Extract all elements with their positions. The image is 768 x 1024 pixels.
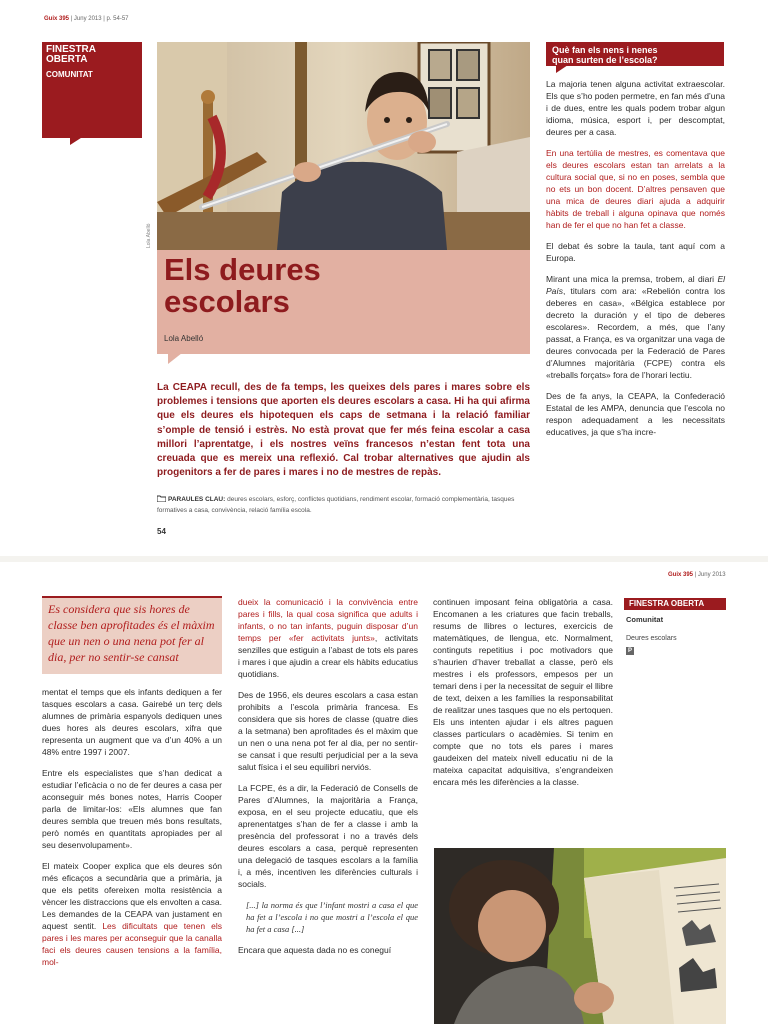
photo-credit: Lola Abelló <box>146 223 152 248</box>
reading-photo-illustration <box>434 848 726 1024</box>
keywords-label: PARAULES CLAU: <box>168 496 226 503</box>
article-title-line2: escolars <box>164 284 290 319</box>
body-paragraph: Des de 1956, els deures escolars a casa estan prohibits a l’escola primària francesa. Es considera que sis hores de classe (quatre dies a la setmana) ben aprofitades és el màxim que un nen o una nena pot fer al dia, per no sentir-se cansat i que resulti perjudicial per a la seva salut física i el seu equilibri nerviós. <box>238 690 418 772</box>
pull-quote: Es considera que sis hores de classe ben aprofitades és el màxim que un nen o una nena pot fer al dia, per no sentir-se cansat <box>42 596 222 674</box>
sidebar-title-line2: quan surten de l’escola? <box>552 55 658 65</box>
section-tab <box>42 42 142 138</box>
magazine-page-55 <box>0 562 768 1024</box>
running-header: Guix 395 | Juny 2013 <box>668 572 726 578</box>
keywords-list: deures escolars, esforç, conflictes quotidians, rendiment escolar, formació complementària, tasques formatives a casa, convivència, relació família escola. <box>157 496 515 514</box>
topic-label: Deures escolars <box>626 635 677 642</box>
photo-child-reading <box>434 848 726 1024</box>
section-subtitle: COMUNITAT <box>46 70 93 79</box>
body-paragraph: Entre els especialistes que s’han dedicat a estudiar l’eficàcia o no de fer deures a casa per aconseguir més bones notes, Harris Cooper parla de limitar-los: «Els alumnes que fan deures sembla que treuen més bons resultats, però només en quantitats apropiades per al seu desenvolupament». <box>42 768 222 850</box>
sidebar-tab-pointer <box>556 65 570 74</box>
body-paragraph: dueix la comunicació i la convivència entre pares i fills, la qual cosa significa que adults i infants, o no tan infants, puguin disposar d’un temps per «fer activitats junts», activitats senzilles que estiguin a l’abast de tots els pares i mares i que ajudin a crear els hàbits educatius quotidians. <box>238 597 418 679</box>
sidebar-paragraph: Des de fa anys, la CEAPA, la Confederació Estatal de les AMPA, denuncia que l’escola no respon adequadament a les necessitats educatives, ja que s’ha incre- <box>546 391 725 437</box>
sidebar-text <box>546 78 725 447</box>
article-title <box>164 254 321 318</box>
sidebar-title <box>546 42 724 66</box>
keywords <box>157 495 530 516</box>
column-3 <box>433 596 613 797</box>
flute-photo-illustration <box>157 42 530 250</box>
block-quote: [...] la norma és que l’infant mostri a casa el que ha fet a l’escola i no que mostri a l’escola el que ha fet a casa [...] <box>246 900 418 934</box>
article-lead: La CEAPA recull, des de fa temps, les queixes dels pares i mares sobre els problemes i tensions que aporten els deures escolars a casa. Hi ha qui afirma que els deures els hipotequen els caps de setmana i la relació familiar s’omple de tensió i estrès. No està provat que fer més feina escolar a casa millori l’aprentatge, i els nostres veïns francesos n’estan fent tota una creuada que es mereix una reflexió. Cal trobar alternatives que ajudin als progenitors a fer de pares i mares i no de mestres de repàs. <box>157 382 530 479</box>
running-header: Guix 395 | Juny 2013 | p. 54-57 <box>44 16 129 22</box>
sidebar-title-line1: Què fan els nens i nenes <box>552 45 658 55</box>
article-title-line1: Els deures <box>164 252 321 287</box>
body-paragraph: La FCPE, és a dir, la Federació de Consells de Pares d’Alumnes, la majoritària a França, exposa, en el seu projecte educatiu, que els aprenentatges s’han de fer a classe i amb la presència del professorat i no a través dels deures escolars a casa, perquè representen una delegació de tasques escolars a la família i, a més, incentiven les diferències culturals i socials. <box>238 783 418 889</box>
sidebar-paragraph: El debat és sobre la taula, tant aquí com a Europa. <box>546 241 725 263</box>
body-paragraph: continuen imposant feina obligatòria a casa. Encomanen a les criatures que facin treballs, resums de llibres o lectures, exercicis de matemàtiques, de llengua, etc. Normalment, continguts repetitius i poc motivadors que s’haurien d’haver treballat a classe, però els mestres i els professors, empesos per un temari dens i per la necessitat de seguir el llibre de text, deixen a les famílies la responsabilitat de realitzar unes tasques que no els pertoquen. Els uns intenten ajudar i els altres paguen classes particulars o acadèmies. Si tenim en compte que no tots els pares i mares gaudeixen del mateix nivell educatiu ni de la mateixa capacitat adquisitiva, s’engrandeixen encara més les diferències a la classe. <box>433 597 613 787</box>
column-1 <box>42 686 222 977</box>
body-paragraph: mentat el temps que els infants dediquen a fer tasques escolars a casa. Gairebé un terç dels alumnes de primària espanyols dediquen unes dues hores als deures escolars, xifra que representa un augment que va d’un 40% a un 48% entre 1997 i 2007. <box>42 687 222 757</box>
section-title-line1: FINESTRA <box>46 44 96 55</box>
body-paragraph: Encara que aquesta dada no es coneguí <box>238 945 392 955</box>
title-box <box>157 250 530 354</box>
topic-badge: P <box>627 648 632 654</box>
sidebar-paragraph: En una tertúlia de mestres, es comentava que els deures escolars estan tan arrelats a la cultura social que, si no en poses, sembla que no ets un bon docent. D’altres pensaven que una mica de deures diari ajuda a adquirir hàbits de treball i alguna opinava que només han de fer el que no han fet a classe. <box>546 148 725 230</box>
title-box-pointer <box>168 353 184 365</box>
sidebar-paragraph: Mirant una mica la premsa, trobem, al diari El País, titulars com ara: «Rebelión contra los deberes en casa», «Bélgica establece por decreto la duración y el tipo de deberes escolares». Recordem, a més, que l’any passat, a França, es va organitzar una vaga de deures convocada per la Federació de Pares d’Alumnes majoritària (FCPE) contra els «treballs forçats» fora de l’horari lectiu. <box>546 274 725 380</box>
sidebar-paragraph: La majoria tenen alguna activitat extraescolar. Els que s’ho poden permetre, en fan més d’una i de dues, entre les quals podem trobar algun idioma, música, esport i, per descomptat, deures per a casa. <box>546 79 725 137</box>
column-2 <box>238 596 418 965</box>
section-title-line2: OBERTA <box>46 54 88 65</box>
article-author: Lola Abelló <box>164 334 204 343</box>
page-number: 54 <box>157 527 166 536</box>
section-tab-pointer <box>70 136 86 146</box>
body-paragraph: El mateix Cooper explica que els deures són més eficaços a secundària que a primària, ja que els petits ofereixen molta resistència a vèncer les distraccions que els envolten a casa. Les demandes de la CEAPA van justament en aquest sentit. Les dificultats que tenen els pares i les mares per aconseguir que la canalla faci els deures causen tensions a la família, mol- <box>42 861 223 967</box>
photo-boy-playing-flute <box>157 42 530 250</box>
folder-icon <box>157 495 166 506</box>
section-subtitle: Comunitat <box>626 615 664 624</box>
section-tab: FINESTRA OBERTA <box>624 598 726 610</box>
